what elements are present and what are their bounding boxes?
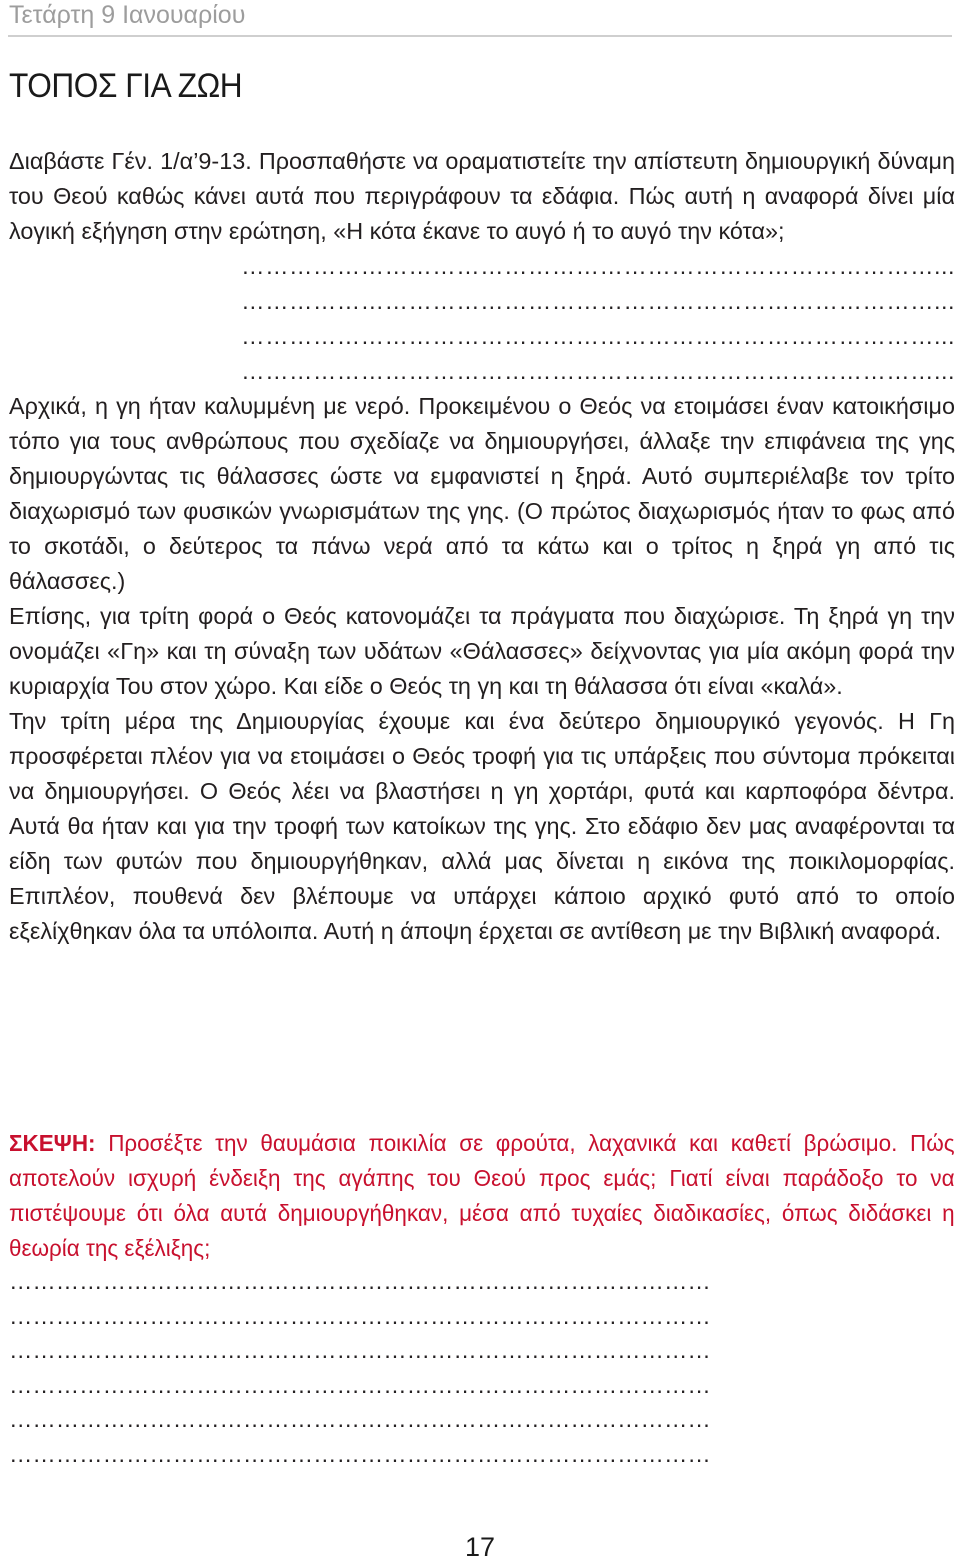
intro-paragraph: Διαβάστε Γέν. 1/α’9-13. Προσπαθήστε να οραματιστείτε την απίστευτη δημιουργική δύναμη του Θεού καθώς κάνει αυτά που περιγράφουν τα εδάφια. Πώς αυτή η αναφορά δίνει μία λογική εξήγηση στην ερώτηση, «Η κότα έκανε το αυγό ή το αυγό την κότα»; <box>9 148 955 244</box>
lesson-body <box>9 144 955 949</box>
page-number: 17 <box>464 1532 496 1562</box>
answer-line[interactable]: ……………………………………………………………………………... <box>241 253 955 279</box>
body-paragraph: Επίσης, για τρίτη φορά ο Θεός κατονομάζει τα πράγματα που διαχώρισε. Τη ξηρά γη την ονομάζει «Γη» και τη σύναξη των υδάτων «Θάλασσες» δείχνοντας για μία ακόμη φορά την κυριαρχία Του στον χώρο. Και είδε ο Θεός τη γη και τη θάλασσα ότι είναι «καλά». <box>9 603 955 699</box>
answer-line[interactable]: ……………………………………………………………………………… <box>9 1440 711 1467</box>
answer-line[interactable]: ……………………………………………………………………………... <box>241 358 955 384</box>
header-divider <box>8 35 952 37</box>
lesson-title: ΤΟΠΟΣ ΓΙΑ ΖΩΗ <box>9 67 243 105</box>
think-section <box>9 1126 955 1266</box>
answer-line[interactable]: ……………………………………………………………………………… <box>9 1406 711 1432</box>
body-paragraph: Την τρίτη μέρα της Δημιουργίας έχουμε και ένα δεύτερο δημιουργικό γεγονός. Η Γη προσφέρεται πλέον για να ετοιμάσει ο Θεός τροφή για τις υπάρξεις που σύντομα πρόκειται να δημιουργήσει. Ο Θεός λέει να βλαστήσει η γη χορτάρι, φυτά και καρποφόρα δέντρα. Αυτά θα ήταν και για την τροφή των κατοίκων της γης. Στο εδάφιο δεν μας αναφέρονται τα είδη των φυτών που δημιουργήθηκαν, αλλά μας δίνεται η εικόνα της ποικιλομορφίας. Επιπλέον, πουθενά δεν βλέπουμε να υπάρχει κάποιο αρχικό φυτό από το οποίο εξελίχθηκαν όλα τα υπόλοιπα. Αυτή η άποψη έρχεται σε αντίθεση με την Βιβλική αναφορά. <box>9 708 955 944</box>
answer-line[interactable]: ……………………………………………………………………………… <box>9 1337 711 1363</box>
date-header: Τετάρτη 9 Ιανουαρίου <box>9 1 246 29</box>
body-paragraph: Αρχικά, η γη ήταν καλυμμένη με νερό. Προκειμένου ο Θεός να ετοιμάσει έναν κατοικήσιμο τόπο για τους ανθρώπους που σχεδίαζε να δημιουργήσει, άλλαξε την επιφάνεια της γης δημιουργώντας τις θάλασσες ώστε να εμφανιστεί η ξηρά. Αυτό συμπεριέλαβε τον τρίτο διαχωρισμό των φυσικών γνωρισμάτων της γης. (Ο πρώτος διαχωρισμός ήταν το φως από το σκοτάδι, ο δεύτερος τα πάνω νερά από τα κάτω και ο τρίτος η ξηρά γη από τις θάλασσες.) <box>9 393 955 594</box>
answer-line[interactable]: ……………………………………………………………………………... <box>241 288 955 314</box>
think-text: Προσέξτε την θαυμάσια ποικιλία σε φρούτα, λαχανικά και καθετί βρώσιμο. Πώς αποτελούν ισχυρή ένδειξη της αγάπης του Θεού προς εμάς; Γιατί είναι παράδοξο το να πιστέψουμε ότι όλα αυτά δημιουργήθηκαν, μέσα από τυχαίες διαδικασίες, όπως διδάσκει η θεωρία της εξέλιξης; <box>9 1130 955 1261</box>
answer-lines-second <box>9 1264 955 1471</box>
answer-line[interactable]: ……………………………………………………………………………… <box>9 1268 711 1294</box>
answer-lines-first <box>9 249 955 389</box>
answer-line[interactable]: ……………………………………………………………………………… <box>9 1302 711 1329</box>
answer-line[interactable]: ……………………………………………………………………………… <box>9 1371 711 1398</box>
answer-line[interactable]: ……………………………………………………………………………... <box>241 323 955 349</box>
think-label: ΣΚΕΨΗ: <box>9 1130 96 1156</box>
